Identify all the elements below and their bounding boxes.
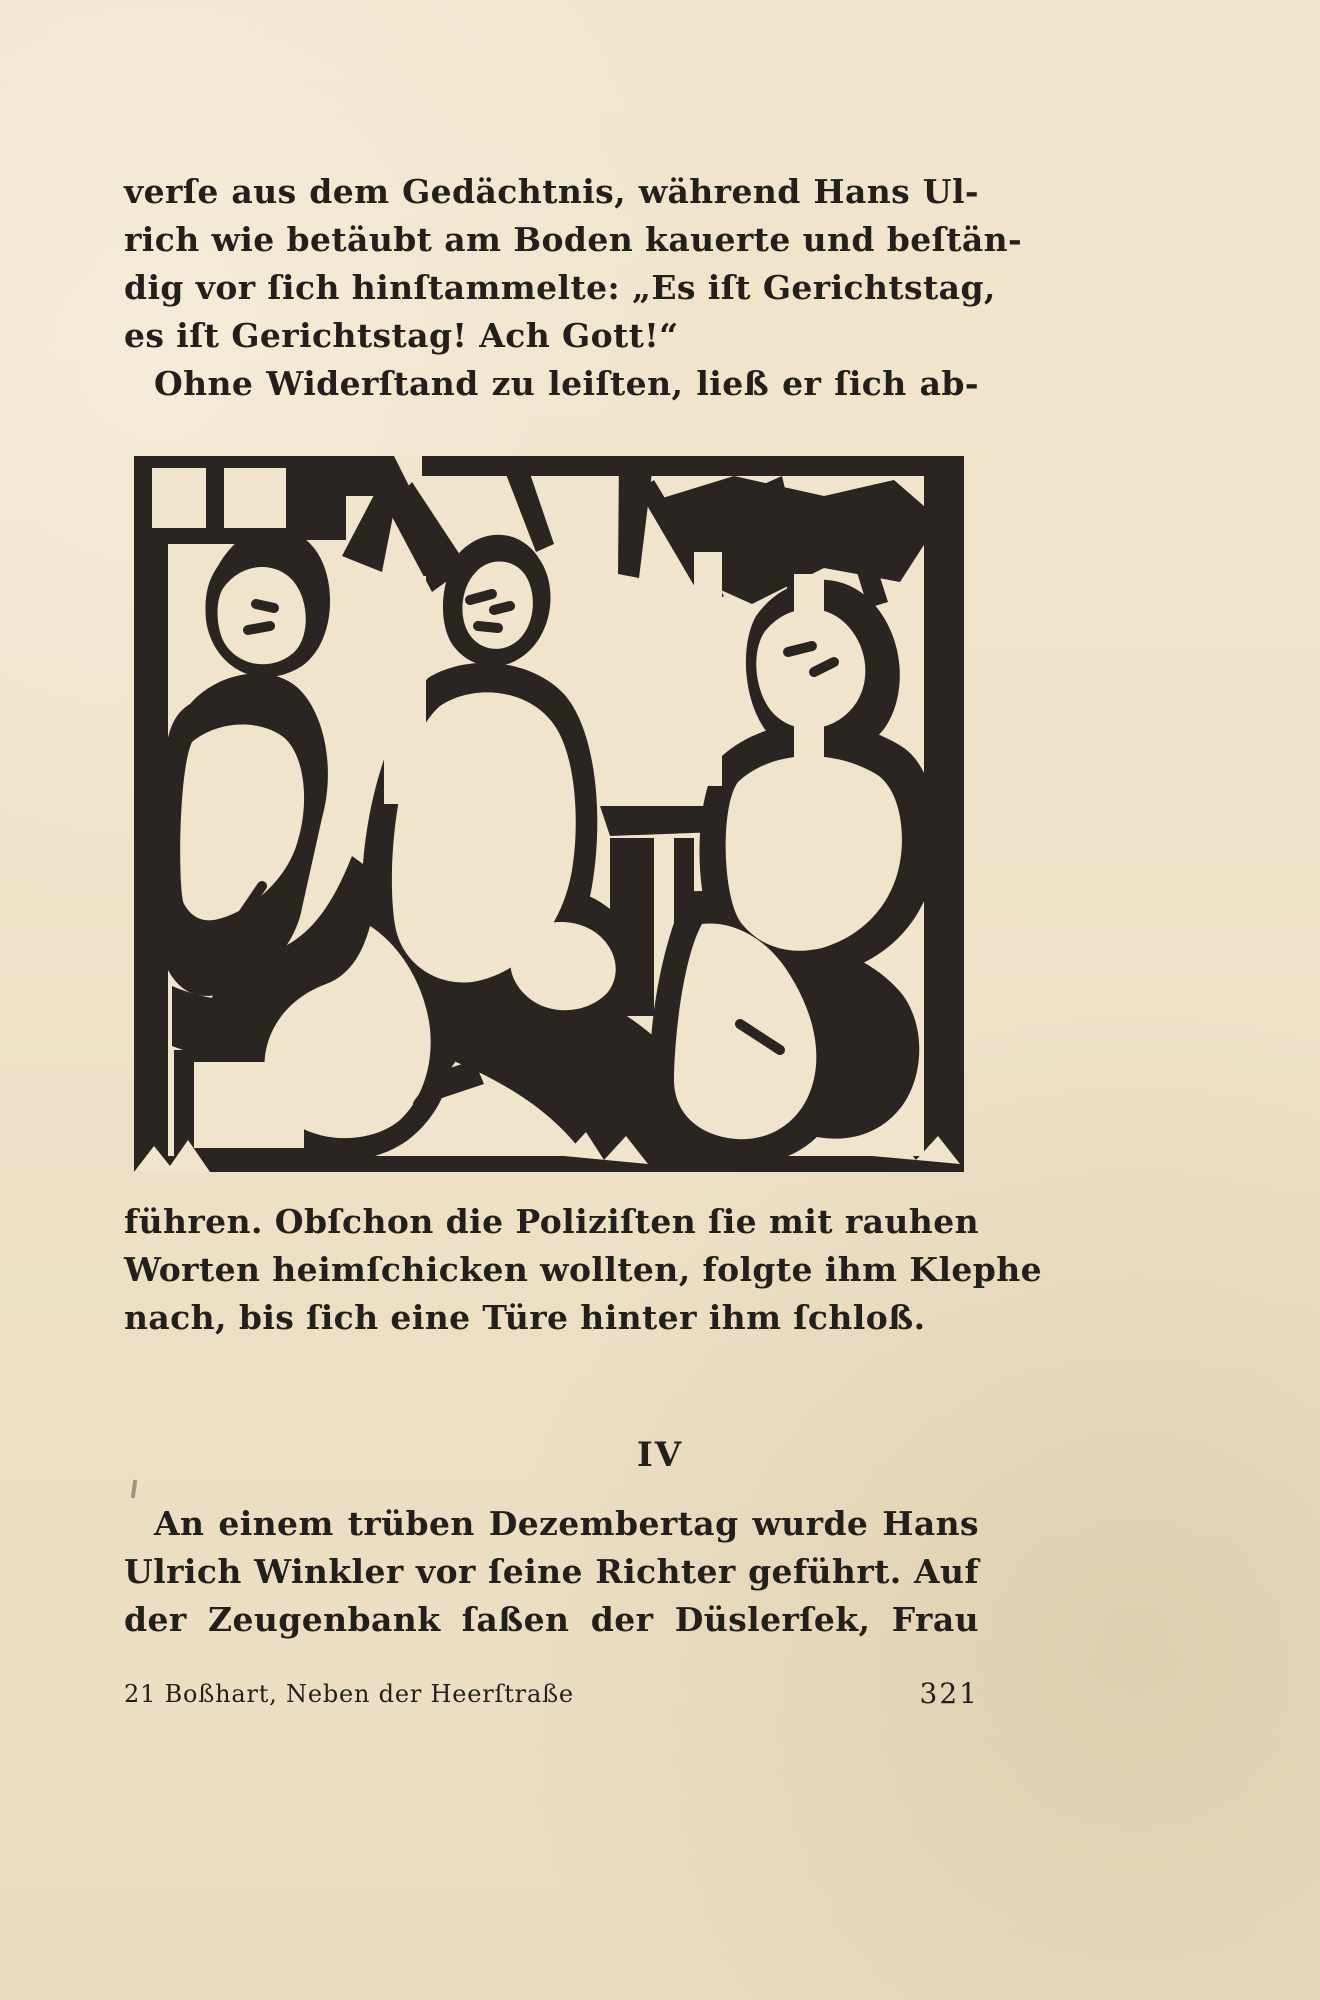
text-line: führen. Obſchon die Poliziſten ſie mit rauhen bbox=[124, 1202, 979, 1241]
text-line: Worten heimſchicken wollten, folgte ihm Klephe bbox=[124, 1250, 1043, 1289]
text-line: An einem trüben Dezembertag wurde Hans bbox=[154, 1504, 979, 1543]
text-line: verſe aus dem Gedächtnis, während Hans Ul- bbox=[124, 172, 979, 211]
text-line: Ohne Widerſtand zu leiſten, ließ er ſich ab- bbox=[154, 364, 979, 403]
chapter-opening-paragraph bbox=[124, 1500, 979, 1644]
woodcut-illustration bbox=[134, 456, 964, 1172]
page-number: 321 bbox=[919, 1677, 979, 1710]
top-paragraph bbox=[124, 168, 1023, 408]
bottom-paragraph bbox=[124, 1198, 1043, 1342]
text-line: Ulrich Winkler vor ſeine Richter geführt. Auf bbox=[124, 1552, 979, 1591]
footer-signature: 21 Boßhart, Neben der Heerſtraße bbox=[124, 1680, 574, 1708]
text-line: der Zeugenbank ſaßen der Düslerſek, Frau bbox=[124, 1600, 979, 1639]
text-line: es iſt Gerichtstag! Ach Gott!“ bbox=[124, 316, 679, 355]
text-line: dig vor ſich hinſtammelte: „Es iſt Gerichtstag, bbox=[124, 268, 996, 307]
text-line: nach, bis ſich eine Türe hinter ihm ſchloß. bbox=[124, 1298, 926, 1337]
chapter-heading: IV bbox=[636, 1435, 684, 1475]
page-footer bbox=[124, 1678, 979, 1718]
margin-mark bbox=[131, 1480, 137, 1498]
text-line: rich wie betäubt am Boden kauerte und beſtän- bbox=[124, 220, 1023, 259]
